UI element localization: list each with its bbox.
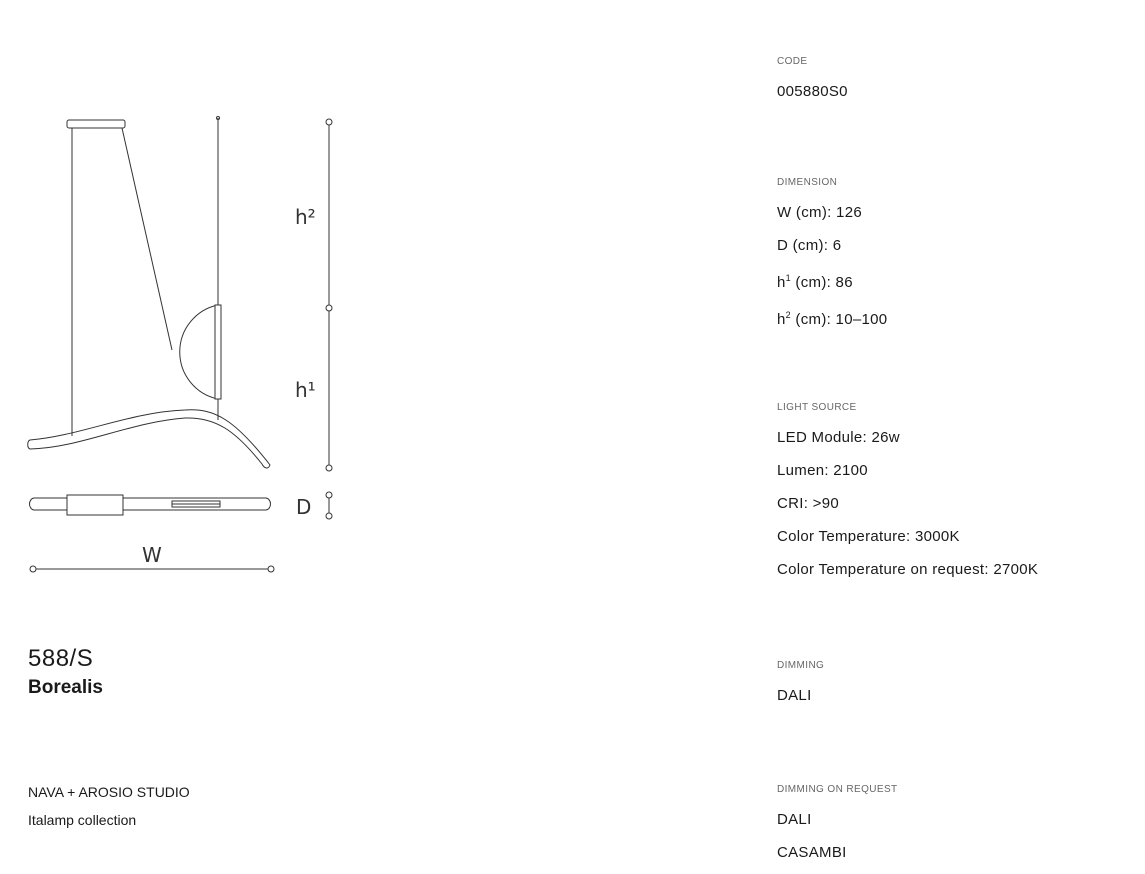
spec-value: DALI xyxy=(777,687,812,704)
spec-value: LED Module: 26w xyxy=(777,429,900,446)
h-mid-marker xyxy=(326,305,332,311)
collection: Italamp collection xyxy=(28,812,137,828)
spec-heading: DIMMING xyxy=(777,660,825,671)
w-label: W xyxy=(142,543,162,567)
spec-value: CASAMBI xyxy=(777,844,847,861)
w-left-marker xyxy=(30,566,36,572)
spec-value: $h^2$ (cm): 10–100 xyxy=(777,310,888,328)
h1-bottom-marker xyxy=(326,465,332,471)
d-label: D xyxy=(296,495,312,519)
curved-blade xyxy=(28,410,270,468)
half-disc-element xyxy=(180,305,218,399)
spec-value: DALI xyxy=(777,811,812,828)
h2-top-marker xyxy=(326,119,332,125)
spec-value: Lumen: 2100 xyxy=(777,462,868,479)
d-bottom-marker xyxy=(326,513,332,519)
ceiling-canopy xyxy=(67,120,125,128)
d-top-marker xyxy=(326,492,332,498)
model-code: 588/S xyxy=(28,645,94,672)
spec-value: CRI: >90 xyxy=(777,495,840,512)
spec-dimming-on-request xyxy=(777,784,898,869)
spec-heading: CODE xyxy=(777,56,808,67)
spec-light-source xyxy=(777,402,1038,586)
spec-code xyxy=(777,56,848,108)
spec-heading: LIGHT SOURCE xyxy=(777,402,857,413)
designer: NAVA + AROSIO STUDIO xyxy=(28,784,190,800)
product-title-block xyxy=(28,645,103,699)
spec-heading: DIMMING ON REQUEST xyxy=(777,784,898,795)
rod-bracket xyxy=(215,305,221,399)
driver-housing xyxy=(67,495,123,515)
spec-value: Color Temperature: 3000K xyxy=(777,528,960,545)
model-name: Borealis xyxy=(28,677,103,698)
h1-label: h¹ xyxy=(295,378,316,402)
spec-dimension xyxy=(777,177,887,336)
spec-dimming xyxy=(777,660,824,712)
spec-value: Color Temperature on request: 2700K xyxy=(777,561,1039,578)
credits xyxy=(28,778,190,834)
technical-drawing xyxy=(0,0,360,600)
w-right-marker xyxy=(268,566,274,572)
spec-value: W (cm): 126 xyxy=(777,204,862,221)
spec-heading: DIMENSION xyxy=(777,177,838,188)
power-cable xyxy=(122,128,172,350)
spec-value: D (cm): 6 xyxy=(777,237,842,254)
h2-label: h² xyxy=(295,205,316,229)
spec-value: $h^1$ (cm): 86 xyxy=(777,273,853,291)
spec-value: 005880S0 xyxy=(777,83,848,100)
blade-top-view xyxy=(30,498,271,510)
